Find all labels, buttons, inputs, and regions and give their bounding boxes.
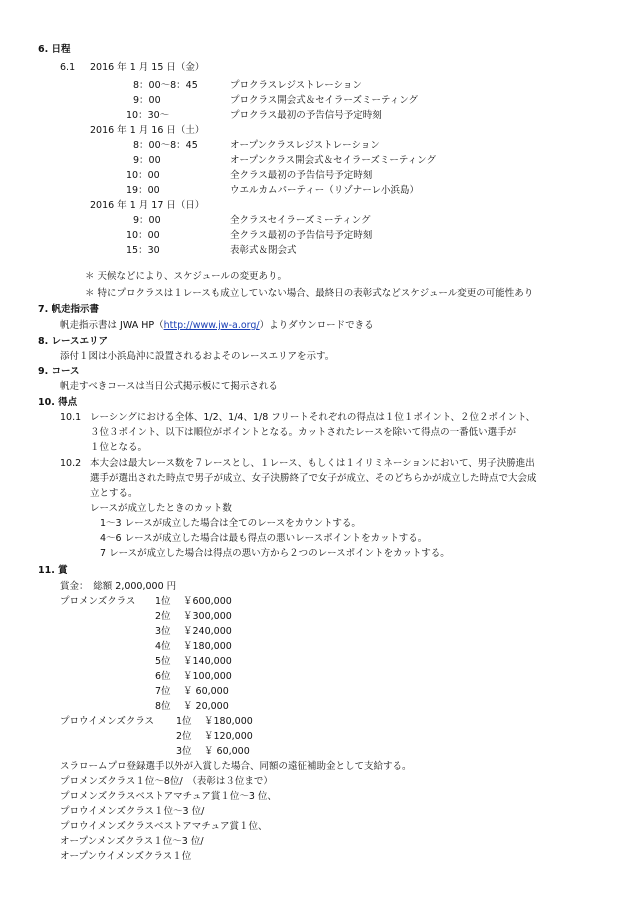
cut-rule: 4～6 レースが成立した場合は最も得点の悪いレースポイントをカットする。 bbox=[100, 533, 428, 544]
schedule-event: オープンクラス開会式＆セイラーズミーティング bbox=[230, 155, 436, 166]
schedule-event: ウエルカムパーティー（リゾナーレ小浜島） bbox=[230, 185, 420, 196]
scoring-paragraph-line: １位となる。 bbox=[90, 442, 148, 453]
scoring-paragraph-line: 立とする。 bbox=[90, 488, 138, 499]
prize-total: 賞金： 総額 2,000,000 円 bbox=[60, 581, 177, 592]
prize-rank: 1位 bbox=[176, 716, 192, 727]
schedule-time: 10：00 bbox=[126, 230, 160, 241]
schedule-event: プロクラス最初の予告信号予定時刻 bbox=[230, 110, 382, 121]
pro-womens-class-label: プロウイメンズクラス bbox=[60, 716, 155, 727]
sailing-instructions-text-b: ）よりダウンロードできる bbox=[259, 320, 374, 331]
schedule-event: プロクラス開会式＆セイラーズミーティング bbox=[230, 95, 419, 106]
schedule-time: 10：00 bbox=[126, 170, 160, 181]
schedule-event: オープンクラスレジストレーション bbox=[230, 140, 380, 151]
schedule-event: 全クラス最初の予告信号予定時刻 bbox=[230, 230, 373, 241]
prize-rank: 8位 bbox=[155, 701, 171, 712]
schedule-time: 9：00 bbox=[133, 155, 161, 166]
schedule-time: 19：00 bbox=[126, 185, 160, 196]
schedule-event: 全クラス最初の予告信号予定時刻 bbox=[230, 170, 373, 181]
prize-rank: 1位 bbox=[155, 596, 171, 607]
section-11-heading: 11. 賞 bbox=[38, 565, 68, 576]
cut-rule: 7 レースが成立した場合は得点の悪い方から２つのレースポイントをカットする。 bbox=[100, 548, 450, 559]
prize-amount: ￥240,000 bbox=[183, 626, 232, 637]
prize-rank: 6位 bbox=[155, 671, 171, 682]
scoring-paragraph-line: ３位３ポイント、以下は順位がポイントとなる。カットされたレースを除いて得点の一番低い選手が bbox=[90, 427, 517, 438]
course-text: 帆走すべきコースは当日公式掲示板にて掲示される bbox=[60, 381, 278, 392]
prize-rank: 3位 bbox=[155, 626, 171, 637]
prize-amount: ￥600,000 bbox=[183, 596, 232, 607]
prize-rank: 5位 bbox=[155, 656, 171, 667]
section-9-heading: 9. コース bbox=[38, 366, 80, 377]
prize-amount: ￥180,000 bbox=[183, 641, 232, 652]
schedule-day-3-date: 2016 年 1 月 17 日（日） bbox=[90, 200, 205, 211]
schedule-event: 表彰式＆閉会式 bbox=[230, 245, 297, 256]
schedule-time: 15：30 bbox=[126, 245, 160, 256]
section-10-heading: 10. 得点 bbox=[38, 397, 78, 408]
prize-amount: ￥ 20,000 bbox=[183, 701, 229, 712]
schedule-day-2-date: 2016 年 1 月 16 日（土） bbox=[90, 125, 205, 136]
prize-amount: ￥ 60,000 bbox=[204, 746, 250, 757]
support-line: プロメンズクラスベストアマチュア賞１位～3 位、 bbox=[60, 791, 277, 802]
prize-amount: ￥ 60,000 bbox=[183, 686, 229, 697]
jwa-link[interactable]: http://www.jw-a.org/ bbox=[163, 320, 260, 331]
scoring-paragraph-line: 本大会は最大レース数を７レースとし、１レース、もしくは１イリミネーションにおいて、男子決勝進出 bbox=[90, 458, 535, 469]
prize-rank: 2位 bbox=[176, 731, 192, 742]
sailing-instructions-text-a: 帆走指示書は JWA HP（ bbox=[60, 320, 164, 331]
cut-rule: 1～3 レースが成立した場合は全てのレースをカウントする。 bbox=[100, 518, 361, 529]
prize-rank: 7位 bbox=[155, 686, 171, 697]
race-area-text: 添付１図は小浜島沖に設置されるおよそのレースエリアを示す。 bbox=[60, 351, 335, 362]
pro-mens-class-label: プロメンズクラス bbox=[60, 596, 136, 607]
section-7-heading: 7. 帆走指示書 bbox=[38, 304, 100, 315]
schedule-time: 9：00 bbox=[133, 95, 161, 106]
scoring-paragraph-line: レーシングにおける全体、1/2、1/4、1/8 フリートそれぞれの得点は１位１ポイント、２位２ポイント、 bbox=[90, 412, 536, 423]
prize-rank: 2位 bbox=[155, 611, 171, 622]
support-line: オープンウイメンズクラス１位 bbox=[60, 851, 192, 862]
schedule-note: ＊ 天候などにより、スケジュールの変更あり。 bbox=[85, 271, 287, 282]
prize-rank: 3位 bbox=[176, 746, 192, 757]
support-line: プロウイメンズクラス１位～3 位/ bbox=[60, 806, 205, 817]
prize-amount: ￥180,000 bbox=[204, 716, 253, 727]
section-6-heading: 6. 日程 bbox=[38, 44, 71, 55]
support-line: スラロームプロ登録選手以外が入賞した場合、同額の遠征補助金として支給する。 bbox=[60, 761, 412, 772]
sailing-instructions-text bbox=[60, 321, 374, 331]
schedule-time: 9：00 bbox=[133, 215, 161, 226]
subsection-6-1-number: 6.1 bbox=[60, 62, 76, 73]
schedule-event: 全クラスセイラーズミーティング bbox=[230, 215, 371, 226]
schedule-day-1-date: 2016 年 1 月 15 日（金） bbox=[90, 62, 205, 73]
schedule-note: ＊ 特にプロクラスは１レースも成立していない場合、最終日の表彰式などスケジュール変更の可能性あり bbox=[85, 288, 534, 299]
section-8-heading: 8. レースエリア bbox=[38, 336, 109, 347]
subsection-10-1-number: 10.1 bbox=[60, 412, 82, 423]
cut-title: レースが成立したときのカット数 bbox=[90, 503, 232, 514]
prize-amount: ￥300,000 bbox=[183, 611, 232, 622]
support-line: プロウイメンズクラスベストアマチュア賞１位、 bbox=[60, 821, 268, 832]
schedule-event: プロクラスレジストレーション bbox=[230, 80, 362, 91]
support-line: プロメンズクラス１位～8位/ （表彰は３位まで） bbox=[60, 776, 273, 787]
schedule-time: 8：00～8：45 bbox=[133, 140, 198, 151]
prize-amount: ￥100,000 bbox=[183, 671, 232, 682]
prize-amount: ￥120,000 bbox=[204, 731, 253, 742]
scoring-paragraph-line: 選手が選出された時点で男子が成立、女子決勝終了で女子が成立、そのどちらかが成立した時点で大会成 bbox=[90, 473, 537, 484]
support-line: オープンメンズクラス１位～3 位/ bbox=[60, 836, 204, 847]
prize-amount: ￥140,000 bbox=[183, 656, 232, 667]
schedule-time: 8：00～8：45 bbox=[133, 80, 198, 91]
subsection-10-2-number: 10.2 bbox=[60, 458, 82, 469]
prize-rank: 4位 bbox=[155, 641, 171, 652]
schedule-time: 10：30～ bbox=[126, 110, 170, 121]
